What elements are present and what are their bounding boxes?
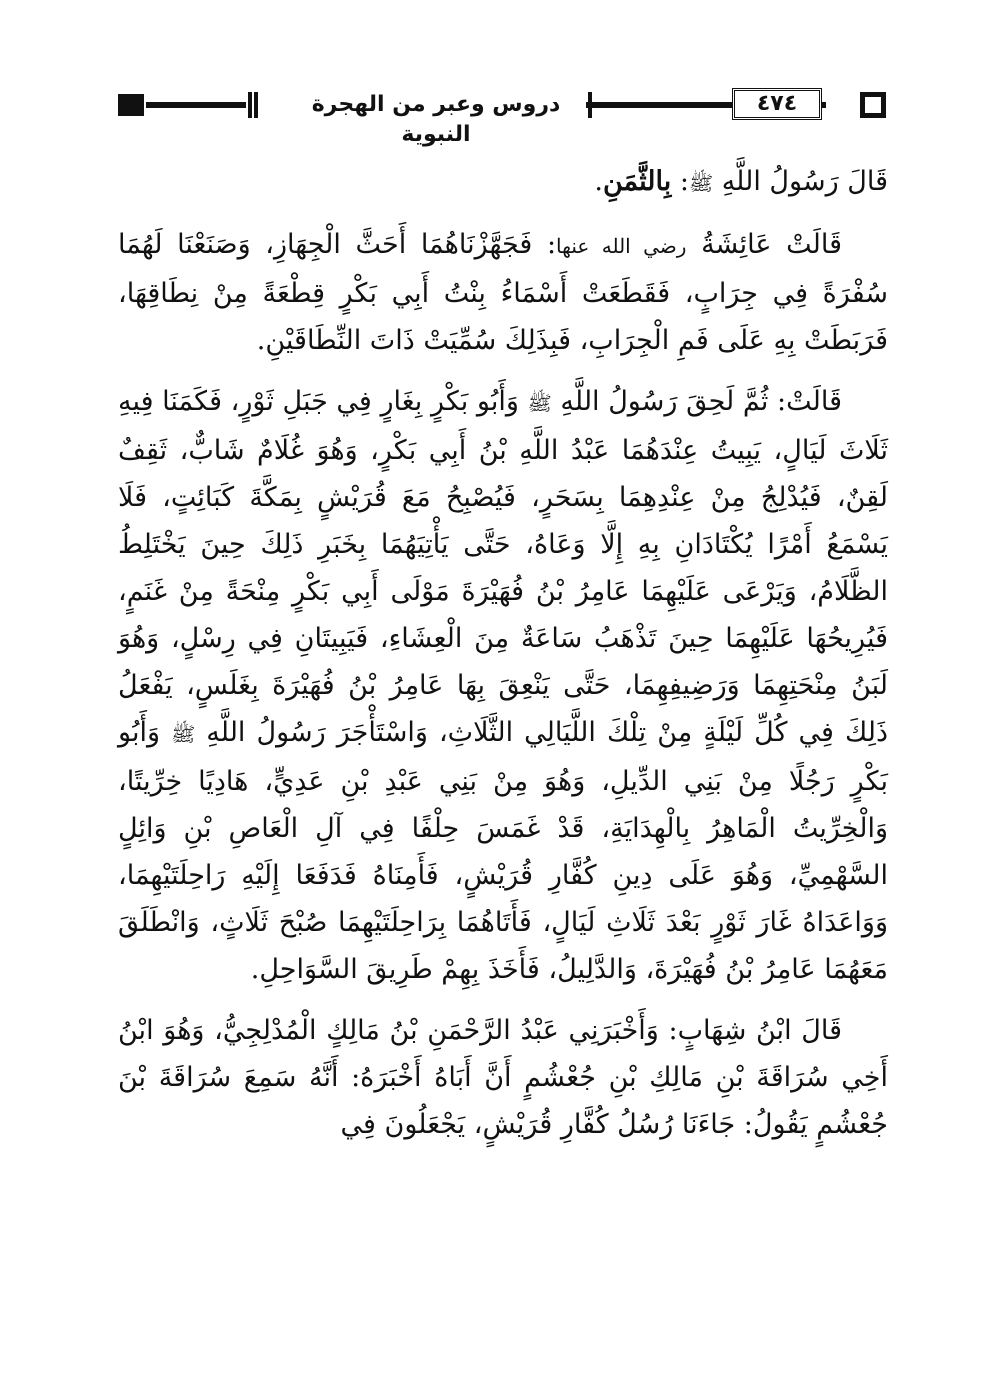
paragraph [118, 378, 888, 993]
page-body [118, 158, 888, 1162]
paragraph-text: قَالَ ابْنُ شِهَابٍ: وَأَخْبَرَنِي عَبْدُ الرَّحْمَنِ بْنُ مَالِكٍ الْمُدْلِجِيُّ، وَهُوَ ابْنُ أَخِي سُرَاقَةَ بْنِ مَالِكِ بْنِ جُعْشُمٍ أَنَّ أَبَاهُ أَخْبَرَهُ: أَنَّهُ سَمِعَ سُرَاقَةَ بْنَ جُعْشُمٍ يَقُولُ: جَاءَنَا رُسُلُ كُفَّارِ قُرَيْشٍ، يَجْعَلُونَ فِي [118, 1015, 888, 1140]
paragraph [118, 1007, 888, 1148]
paragraph-text: وَأَبُو بَكْرٍ بِغَارٍ فِي جَبَلِ ثَوْرٍ، فَكَمَنَا فِيهِ ثَلَاثَ لَيَالٍ، يَبِيتُ عِنْدَهُمَا عَبْدُ اللَّهِ بْنُ أَبِي بَكْرٍ، وَهُوَ غُلَامٌ شَابٌّ، ثَقِفٌ لَقِنٌ، فَيُدْلِجُ مِنْ عِنْدِهِمَا بِسَحَرٍ، فَيُصْبِحُ مَعَ قُرَيْشٍ بِمَكَّةَ كَبَائِتٍ، فَلَا يَسْمَعُ أَمْرًا يُكْتَادَانِ بِهِ إِلَّا وَعَاهُ، حَتَّى يَأْتِيَهُمَا بِخَبَرِ ذَلِكَ حِينَ يَخْتَلِطُ الظَّلَامُ، وَيَرْعَى عَلَيْهِمَا عَامِرُ بْنُ فُهَيْرَةَ مَوْلَى أَبِي بَكْرٍ مِنْحَةً مِنْ غَنَمٍ، فَيُرِيحُهَا عَلَيْهِمَا حِينَ تَذْهَبُ سَاعَةٌ مِنَ الْعِشَاءِ، فَيَبِيتَانِ فِي رِسْلٍ، وَهُوَ لَبَنُ مِنْحَتِهِمَا وَرَضِيفِهِمَا، حَتَّى يَنْعِقَ بِهَا عَامِرُ بْنُ فُهَيْرَةَ بِغَلَسٍ، يَفْعَلُ ذَلِكَ فِي كُلِّ لَيْلَةٍ مِنْ تِلْكَ اللَّيَالِي الثَّلَاثِ، وَاسْتَأْجَرَ رَسُولُ اللَّهِ [118, 386, 888, 748]
paragraph-text: قَالَ رَسُولُ اللَّهِ [713, 166, 888, 197]
header-rule [146, 102, 246, 108]
honorific-glyph: رضي الله عنها [556, 234, 687, 258]
paragraph-text: . [594, 166, 603, 197]
honorific-glyph: ﷺ [688, 171, 714, 195]
paragraph-text: قَالَتْ: ثُمَّ لَحِقَ رَسُولُ اللَّهِ [551, 386, 842, 417]
page-number: ٤٧٤ [732, 88, 822, 120]
bold-phrase: بِالثَّمَنِ [602, 166, 672, 197]
header-ornament-square [860, 92, 886, 118]
running-title: دروس وعبر من الهجرة النبوية [311, 92, 561, 147]
header-ornament-block [118, 94, 144, 116]
paragraph-text: وَأَبُو بَكْرٍ رَجُلًا مِنْ بَنِي الدِّيلِ، وَهُوَ مِنْ بَنِي عَبْدِ بْنِ عَدِيٍّ، هَادِيًا خِرِّيتًا، وَالْخِرِّيتُ الْمَاهِرُ بِالْهِدَايَةِ، قَدْ غَمَسَ حِلْفًا فِي آلِ الْعَاصِ بْنِ وَائِلٍ السَّهْمِيِّ، وَهُوَ عَلَى دِينِ كُفَّارِ قُرَيْشٍ، فَأَمِنَاهُ فَدَفَعَا إِلَيْهِ رَاحِلَتَيْهِمَا، وَوَاعَدَاهُ غَارَ ثَوْرٍ بَعْدَ ثَلَاثِ لَيَالٍ، فَأَتَاهُمَا بِرَاحِلَتَيْهِمَا صُبْحَ ثَلَاثٍ، وَانْطَلَقَ مَعَهُمَا عَامِرُ بْنُ فُهَيْرَةَ، وَالدَّلِيلُ، فَأَخَذَ بِهِمْ طَرِيقَ السَّوَاحِلِ. [118, 717, 888, 985]
header-separator [254, 92, 258, 118]
honorific-glyph: ﷺ [527, 391, 552, 415]
header-separator [248, 92, 252, 118]
paragraph [118, 158, 888, 207]
paragraph [118, 221, 888, 364]
paragraph-text: : فَجَهَّزْنَاهُمَا أَحَثَّ الْجِهَازِ، وَصَنَعْنَا لَهُمَا سُفْرَةً فِي جِرَابٍ، فَقَطَعَتْ أَسْمَاءُ بِنْتُ أَبِي بَكْرٍ قِطْعَةً مِنْ نِطَاقِهَا، فَرَبَطَتْ بِهِ عَلَى فَمِ الْجِرَابِ، فَبِذَلِكَ سُمِّيَتْ ذَاتَ النِّطَاقَيْنِ. [118, 229, 888, 356]
paragraph-text: قَالَتْ عَائِشَةُ [686, 229, 842, 260]
paragraph-text: : [671, 166, 689, 197]
page-header [118, 88, 888, 147]
honorific-glyph: ﷺ [171, 722, 196, 746]
